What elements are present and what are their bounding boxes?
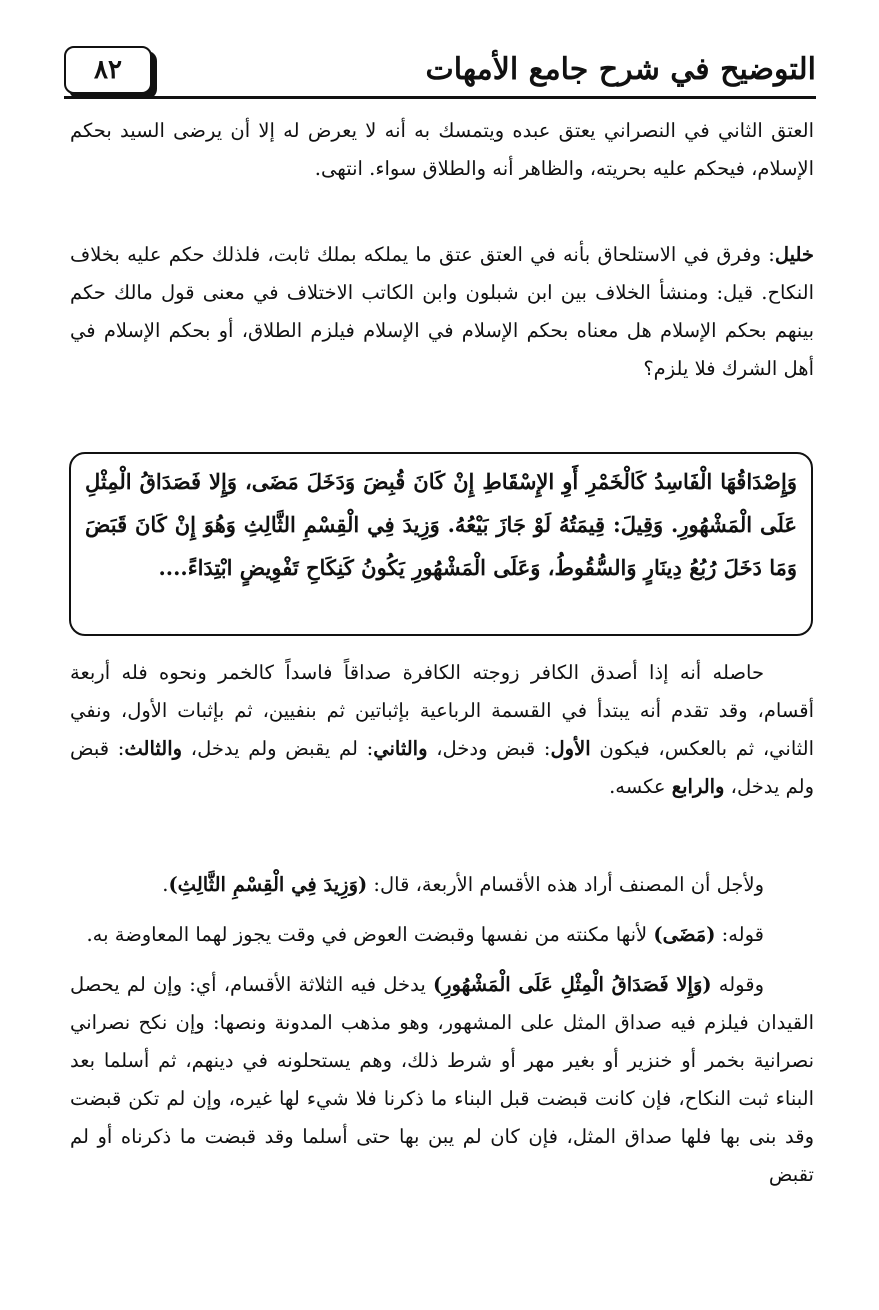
paragraph-1 <box>70 112 814 188</box>
matn-text: وَإِصْدَاقُهَا الْفَاسِدُ كَالْخَمْرِ أَوِ الإِسْقَاطِ إِنْ كَانَ قُبِضَ وَدَخَلَ مَضَى، وَإِلا فَصَدَاقُ الْمِثْلِ عَلَى الْمَشْهُورِ. وَقِيلَ: قِيمَتُهُ لَوْ جَازَ بَيْعُهُ. وَزِيدَ فِي الْقِسْمِ الثَّالِثِ وَهُوَ إِنْ كَانَ قَبَضَ وَمَا دَخَلَ رُبُعُ دِينَارٍ وَالسُّقُوطُ، وَعَلَى الْمَشْهُورِ يَكُونُ كَنِكَاحِ تَفْوِيضٍ ابْتِدَاءً.... <box>85 469 797 580</box>
paragraph-4-quote: (وَزِيدَ فِي الْقِسْمِ الثَّالِثِ) <box>168 873 368 896</box>
paragraph-6-quote: (وَإِلا فَصَدَاقُ الْمِثْلِ عَلَى الْمَشْهُورِ) <box>432 973 712 996</box>
author-name: خليل <box>774 243 814 266</box>
paragraph-6-text: وقوله <box>711 973 764 996</box>
matn-box <box>69 452 813 636</box>
book-title: التوضيح في شرح جامع الأمهات <box>425 52 816 87</box>
paragraph-5 <box>70 916 814 954</box>
first-text: : قبض ودخل، <box>427 737 551 760</box>
paragraph-6-rest: يدخل فيه الثلاثة الأقسام، أي: وإن لم يحصل القيدان فيلزم فيه صداق المثل على المشهور، وهو مذهب المدونة ونصها: وإن نكح نصراني نصرانية بخمر أو خنزير أو بغير مهر أو شرط ذلك، وهم يستحلونه في دينهم، ثم أسلما بعد البناء ثبت النكاح، فإن كانت قبضت قبل البناء ما ذكرنا فلا شيء لها غيره، وإن لم تكن قبضت وقد بنى بها فلها صداق المثل، فإن كان لم يبن بها حتى أسلما وقد قبضت ما ذكرناه أو لم تقبض <box>70 973 814 1186</box>
paragraph-5-rest: لأنها مكنته من نفسها وقبضت العوض في وقت يجوز لهما المعاوضة به. <box>86 923 654 946</box>
paragraph-4-text: ولأجل أن المصنف أراد هذه الأقسام الأربعة، قال: <box>367 873 764 896</box>
paragraph-2-text: : وفرق في الاستلحاق بأنه في العتق عتق ما يملكه بملك ثابت، فلذلك حكم عليه بخلاف النكاح. قيل: ومنشأ الخلاف بين ابن شبلون وابن الكاتب الاختلاف في معنى قول مالك حكم بينهم بحكم الإسلام هل معناه بحكم الإسلام في الإسلام فيلزم الطلاق، أو بحكم الإسلام في أهل الشرك فلا يلزم؟ <box>70 243 815 380</box>
header-divider <box>64 96 816 99</box>
third-text: : قبض ولم يدخل، <box>70 737 814 798</box>
first-label: الأول <box>550 737 591 760</box>
paragraph-4-end: . <box>162 873 169 896</box>
paragraph-5-quote: (مَضَى) <box>653 923 716 946</box>
paragraph-3 <box>70 654 814 806</box>
fourth-label: والرابع <box>671 775 725 798</box>
paragraph-2 <box>70 236 814 388</box>
paragraph-1-text: العتق الثاني في النصراني يعتق عبده ويتمسك به أنه لا يعرض له إلا أن يرضى السيد بحكم الإسلام، فيحكم عليه بحريته، والظاهر أنه والطلاق سواء. انتهى. <box>70 119 814 180</box>
page-number: ٨٢ <box>64 46 152 94</box>
page-header <box>64 46 816 100</box>
paragraph-6 <box>70 966 814 1194</box>
second-label: والثاني <box>373 737 428 760</box>
third-label: والثالث <box>124 737 183 760</box>
fourth-text: عكسه. <box>609 775 672 798</box>
second-text: : لم يقبض ولم يدخل، <box>182 737 374 760</box>
paragraph-3-intro: حاصله أنه إذا أصدق الكافر زوجته الكافرة صداقاً فاسداً كالخمر ونحوه فله أربعة أقسام، وقد تقدم أنه يبتدأ في القسمة الرباعية بإثباتين ثم بنفيين، ثم بإثبات الأول، ونفي الثاني، ثم بالعكس، فيكون <box>70 661 814 760</box>
paragraph-4 <box>70 866 814 904</box>
paragraph-5-text: قوله: <box>715 923 764 946</box>
